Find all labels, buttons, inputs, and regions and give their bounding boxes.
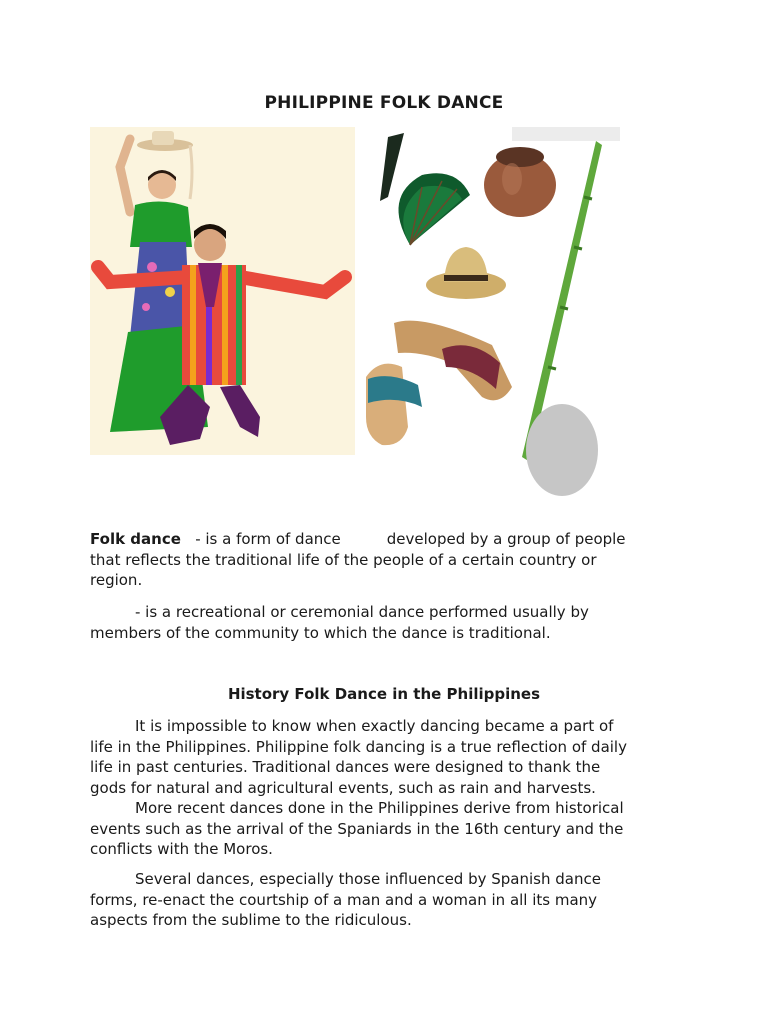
definition-line-3: region. — [90, 571, 143, 589]
page-title: PHILIPPINE FOLK DANCE — [264, 93, 504, 113]
history-p3-line: forms, re-enact the courtship of a man and a woman in all its many — [90, 890, 598, 909]
history-p1-line: life in past centuries. Traditional dances were designed to thank the — [90, 758, 601, 776]
history-heading: History Folk Dance in the Philippines — [227, 685, 541, 703]
history-p2-line: conflicts with the Moros. — [90, 840, 273, 858]
folk-dance-definition — [90, 529, 680, 591]
definition-part-2: developed by a group of people — [386, 530, 626, 548]
history-paragraph-3 — [90, 869, 680, 931]
definition-line-2: that reflects the traditional life of the people of a certain country or — [90, 550, 597, 569]
history-p1-line: life in the Philippines. Philippine folk dancing is a true reflection of daily — [90, 737, 627, 756]
history-p3-line: aspects from the sublime to the ridiculous. — [90, 911, 412, 929]
history-p1-line: It is impossible to know when exactly dancing became a part of — [135, 717, 614, 735]
history-p2-line: More recent dances done in the Philippines derive from historical — [135, 799, 624, 817]
history-p2-line: events such as the arrival of the Spaniards in the 16th century and the — [90, 819, 624, 838]
definition-term: Folk dance — [90, 530, 181, 548]
definition-2-line-2: members of the community to which the dance is traditional. — [90, 623, 551, 642]
history-p3-line: Several dances, especially those influenced by Spanish dance — [135, 870, 601, 888]
history-p1-line: gods for natural and agricultural events, such as rain and harvests. — [90, 778, 596, 797]
folk-dance-definition-2 — [90, 602, 680, 643]
definition-2-line-1: - is a recreational or ceremonial dance performed usually by — [135, 603, 589, 621]
folk-dancers-photo — [90, 127, 355, 455]
definition-part-1: - is a form of dance — [195, 530, 341, 548]
history-paragraph-1 — [90, 716, 680, 860]
folk-dance-props-photo — [362, 127, 620, 502]
